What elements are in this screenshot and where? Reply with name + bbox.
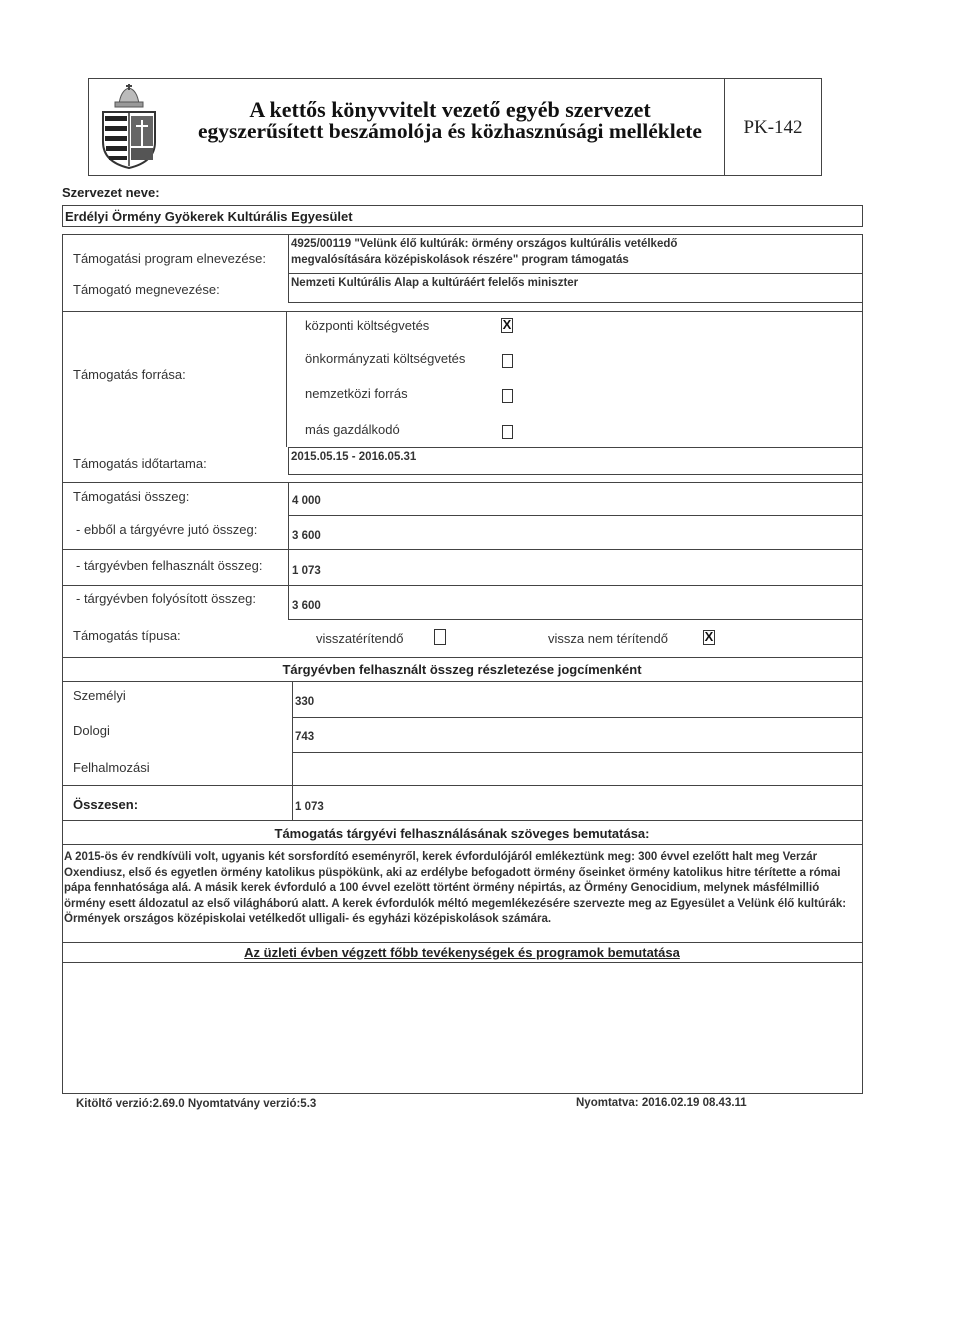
current-year-left-line (288, 515, 289, 549)
usage-description: A 2015-ös év rendkívüli volt, ugyanis két sorsfordító eseményről, kerek évfordulójáról emlékeztünk meg: 300 évvel ezelőtt halt meg Verzár Oxendiusz, első és egyetlen örmény katolikus püspökünk, aki az erdélybe befogadott örmény őseinket örmény katolikus hitre térítette a római pápa fennhatósága alá. A másik kerek évforduló a 100 évvel ezelött történt örmény népirtás, az Örmény Genocidium, melynek másfélmillió örmény esett áldozatul az első világháború alatt. A kerek évfordulók méltó megemlékezésére szervezte meg az Egyesület a Velünk élő kultúrák: Örmények országos középiskolai vetélkedőt ulligali- és egyházi középiskolások számára. (64, 851, 847, 926)
breakdown-total-line (62, 820, 862, 821)
source-left-line (286, 311, 287, 447)
breakdown-material-value: 743 (295, 731, 315, 743)
amount-value: 4 000 (292, 495, 321, 507)
used-bottom-line (62, 585, 862, 586)
breakdown-investment-label: Felhalmozási (73, 760, 150, 775)
source-label: Támogatás forrása: (73, 367, 186, 382)
duration-bottom-line (288, 474, 862, 475)
activities-title: Az üzleti évben végzett főbb tevékenységek és programok bemutatása (244, 945, 680, 960)
supporter-label: Támogató megnevezése: (73, 282, 220, 297)
duration-label: Támogatás időtartama: (73, 456, 207, 471)
type-non-repayable: vissza nem térítendő (548, 631, 668, 646)
main-frame-bottom (62, 1093, 862, 1094)
source-other-company: más gazdálkodó (305, 422, 400, 437)
breakdown-material-label: Dologi (73, 723, 110, 738)
checkbox-local-government-budget[interactable] (502, 354, 513, 368)
paid-label: - tárgyévben folyósított összeg: (76, 591, 256, 606)
source-central-budget: központi költségvetés (305, 318, 430, 333)
paid-bottom-line (288, 619, 862, 620)
type-label: Támogatás típusa: (73, 628, 181, 643)
organization-name: Erdélyi Örmény Gyökerek Kultúrális Egyesület (65, 209, 353, 224)
hungarian-coat-of-arms-icon (97, 84, 161, 170)
breakdown-material-line (292, 752, 862, 753)
amount-label: Támogatási összeg: (73, 489, 190, 504)
amount-bottom-line (288, 515, 862, 516)
usage-title-line (62, 844, 862, 845)
checkbox-central-budget[interactable]: X (502, 318, 512, 332)
checkbox-repayable[interactable] (434, 629, 446, 645)
checkbox-non-repayable[interactable]: X (704, 630, 714, 644)
type-repayable: visszatérítendő (316, 631, 404, 646)
header-title-line1: A kettős könyvvitelt vezető egyéb szervezet (249, 97, 651, 122)
supporter-bottom-line (288, 302, 862, 303)
current-year-label: - ebből a tárgyévre jutó összeg: (76, 522, 258, 537)
organization-right-line (862, 205, 863, 227)
header-title-line2: egyszerűsített beszámolója és közhasznúsági melléklete (198, 119, 702, 143)
program-top-line (62, 234, 862, 235)
organization-left-line (62, 205, 63, 227)
organization-label: Szervezet neve: (62, 185, 160, 200)
duration-value: 2015.05.15 - 2016.05.31 (291, 451, 417, 463)
used-label: - tárgyévben felhasznált összeg: (76, 558, 263, 573)
organization-bottom-line (62, 226, 862, 227)
program-name-line2: megvalósítására középiskolások részére" program támogatás (291, 254, 629, 266)
duration-left-line (288, 447, 289, 475)
header-divider (724, 78, 725, 176)
program-label: Támogatási program elnevezése: (73, 251, 266, 266)
source-international: nemzetközi forrás (305, 386, 408, 401)
checkbox-international[interactable] (502, 389, 513, 403)
activities-top-line (62, 942, 862, 943)
breakdown-personal-line (292, 717, 862, 718)
breakdown-personal-label: Személyi (73, 688, 126, 703)
paid-left-line (288, 585, 289, 620)
current-year-value: 3 600 (292, 530, 321, 542)
breakdown-total-label: Összesen: (73, 797, 139, 812)
breakdown-title-line (62, 681, 862, 682)
form-code: PK-142 (743, 117, 803, 138)
breakdown-title: Tárgyévben felhasznált összeg részletezése jogcímenként (282, 662, 642, 677)
amount-top-line (62, 482, 862, 483)
source-local-government-budget: önkormányzati költségvetés (305, 351, 466, 366)
activities-title-line (62, 962, 862, 963)
main-frame-right (862, 234, 863, 1094)
supporter-left-line (288, 273, 289, 303)
source-top-line (62, 311, 862, 312)
organization-top-line (62, 205, 862, 206)
breakdown-investment-line (62, 785, 862, 786)
footer-print-date: Nyomtatva: 2016.02.19 08.43.11 (576, 1097, 747, 1109)
used-value: 1 073 (292, 565, 321, 577)
usage-title: Támogatás tárgyévi felhasználásának szöveges bemutatása: (274, 826, 650, 841)
amount-left-line (288, 482, 289, 516)
breakdown-top-line (62, 657, 862, 658)
supporter-name: Nemzeti Kultúrális Alap a kultúráért felelős miniszter (291, 277, 579, 289)
program-bottom-line (288, 273, 862, 274)
program-left-line (288, 234, 289, 274)
used-left-line (288, 549, 289, 585)
breakdown-value-left-line (292, 681, 293, 785)
breakdown-total-value: 1 073 (295, 801, 324, 813)
breakdown-personal-value: 330 (295, 696, 315, 708)
breakdown-total-left-line (292, 785, 293, 821)
current-year-bottom-line (62, 549, 862, 550)
checkbox-other-company[interactable] (502, 425, 513, 439)
program-name-line1: 4925/00119 "Velünk élő kultúrák: örmény országos kultúrális vetélkedő (291, 238, 678, 250)
paid-value: 3 600 (292, 600, 321, 612)
footer-version: Kitöltő verzió:2.69.0 Nyomtatvány verzió:5.3 (76, 1098, 317, 1110)
duration-top-line (288, 447, 862, 448)
